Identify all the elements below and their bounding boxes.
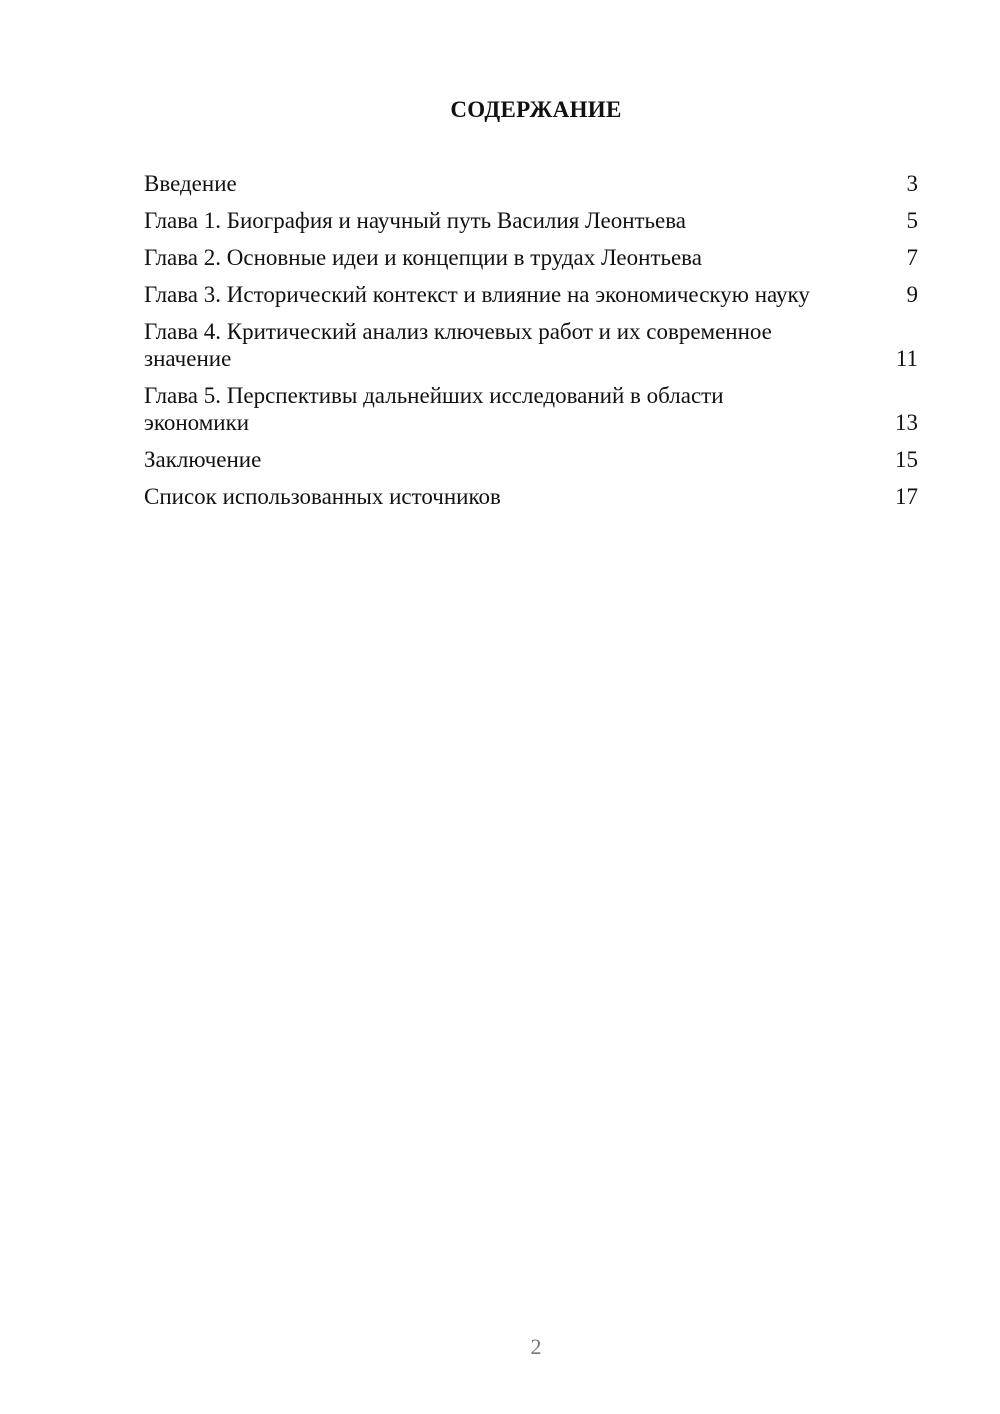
toc-entry-title: Глава 4. Критический анализ ключевых работ и их современное значение	[144, 319, 772, 371]
toc-entry-chapter-5	[144, 382, 918, 436]
toc-entry-page: 13	[895, 410, 918, 435]
toc-entry-title: Глава 2. Основные идеи и концепции в трудах Леонтьева	[144, 245, 702, 270]
toc-entry-page: 17	[895, 484, 918, 509]
toc-entry-title: Список использованных источников	[144, 484, 501, 509]
toc-entry-title: Заключение	[144, 447, 262, 472]
toc-entry-title: Глава 3. Исторический контекст и влияние на экономическую науку	[144, 282, 810, 307]
toc-entry-introduction	[144, 170, 918, 197]
table-of-contents	[144, 170, 918, 510]
toc-entry-page: 15	[895, 447, 918, 472]
toc-entry-page: 5	[906, 208, 918, 233]
page-title: СОДЕРЖАНИЕ	[450, 97, 622, 122]
toc-entry-page: 3	[906, 171, 918, 196]
toc-entry-chapter-3	[144, 281, 918, 308]
toc-entry-page: 9	[906, 282, 918, 307]
toc-entry-chapter-2	[144, 244, 918, 271]
toc-entry-title: Введение	[144, 171, 237, 196]
toc-entry-references	[144, 483, 918, 510]
toc-entry-chapter-1	[144, 207, 918, 234]
toc-entry-conclusion	[144, 446, 918, 473]
toc-entry-chapter-4	[144, 318, 918, 372]
toc-entry-page: 11	[895, 346, 918, 371]
toc-entry-title: Глава 1. Биография и научный путь Василия Леонтьева	[144, 208, 687, 233]
page-number: 2	[530, 1334, 542, 1359]
toc-entry-title: Глава 5. Перспективы дальнейших исследований в области экономики	[144, 383, 724, 435]
toc-entry-page: 7	[906, 245, 918, 270]
